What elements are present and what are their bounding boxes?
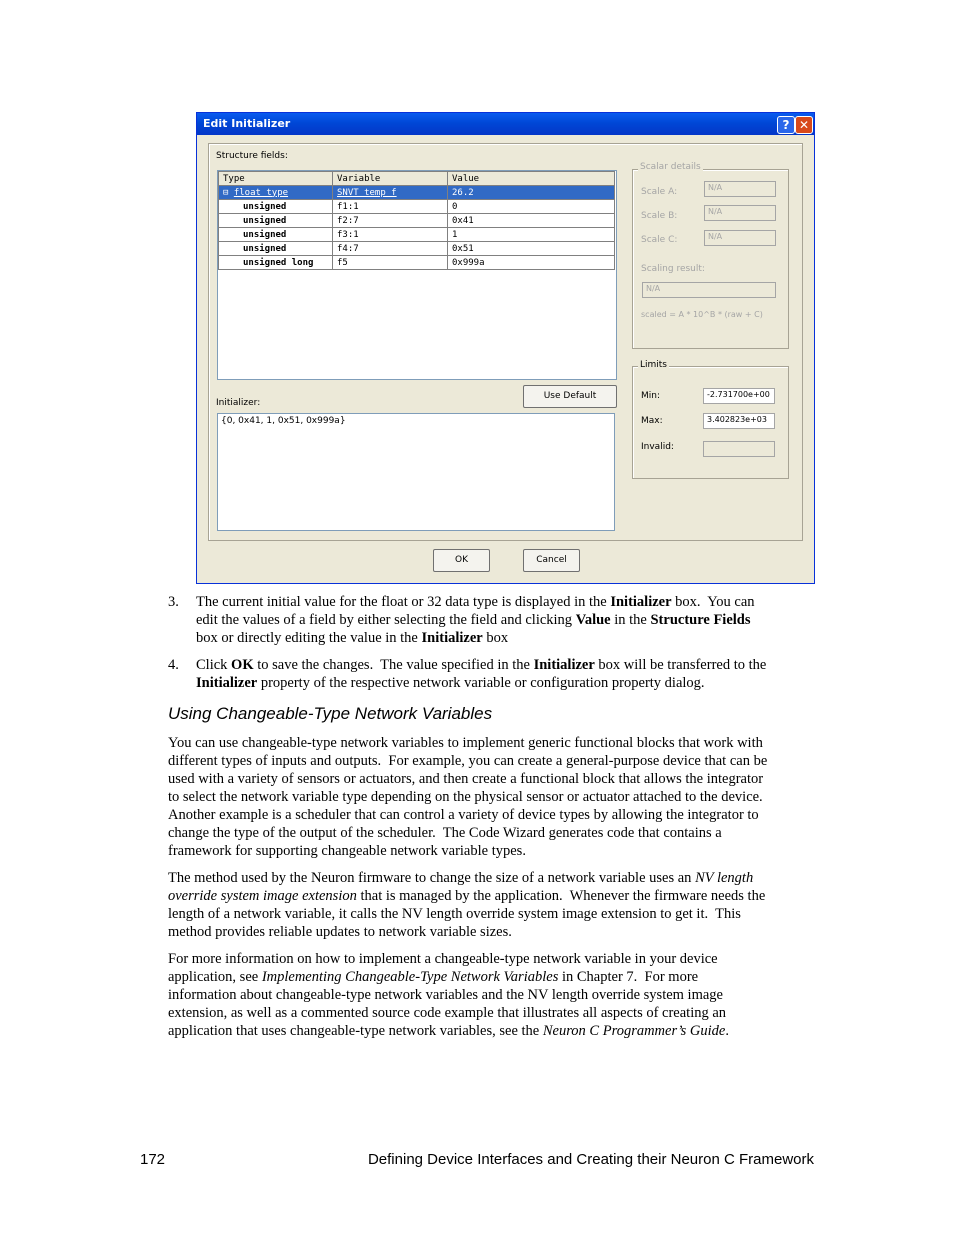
initializer-label: Initializer: (216, 398, 261, 408)
bold-term: Structure Fields (650, 612, 751, 628)
min-label: Min: (641, 391, 661, 401)
field-type: unsigned (219, 200, 333, 214)
text-line: override system image extension that is managed by the application. Whenever the firmware needs the (168, 888, 766, 904)
bold-term: Value (575, 612, 611, 628)
min-field[interactable]: -2.731700e+00 (703, 388, 775, 404)
text-line: Click OK to save the changes. The value specified in the Initializer box will be transferred to the (196, 657, 767, 673)
scaling-result-field: N/A (642, 282, 776, 298)
cancel-button[interactable]: Cancel (523, 549, 580, 572)
footer-title: Defining Device Interfaces and Creating their Neuron C Framework (367, 1151, 814, 1168)
text-line: edit the values of a field by either selecting the field and clicking Value in the Structure Fields (196, 612, 751, 628)
ok-button[interactable]: OK (433, 549, 490, 572)
use-default-button[interactable]: Use Default (523, 385, 617, 408)
step-text (196, 593, 816, 647)
column-header-variable[interactable]: Variable (333, 172, 448, 186)
structure-fields-label: Structure fields: (216, 151, 288, 161)
table-row[interactable] (219, 242, 615, 256)
text-line: The method used by the Neuron firmware to change the size of a network variable uses an NV length (168, 870, 754, 886)
scale-c-label: Scale C: (641, 235, 678, 245)
text-line: used with a variety of sensors or actuators, and then create a functional block that allows the integrator (168, 771, 764, 787)
table-row-float-type[interactable] (219, 186, 615, 200)
italic-term: Neuron C Programmer’s Guide (542, 1023, 726, 1039)
italic-term: NV length (695, 870, 754, 886)
dialog-titlebar (197, 113, 814, 135)
text-line: application, see Implementing Changeable-Type Network Variables in Chapter 7. For more (168, 969, 699, 985)
bold-term: Initializer (533, 657, 595, 673)
bold-term: Initializer (610, 594, 672, 610)
scale-a-label: Scale A: (641, 187, 678, 197)
text-line: box or directly editing the value in the Initializer box (196, 630, 509, 646)
text-line: application that uses changeable-type network variables, see the Neuron C Programmer’s Guide. (168, 1023, 729, 1039)
paragraph (168, 734, 818, 860)
field-value[interactable]: 26.2 (448, 186, 615, 200)
column-header-value[interactable]: Value (448, 172, 615, 186)
table-row[interactable] (219, 228, 615, 242)
italic-term: override system image extension (168, 888, 357, 904)
scalar-details-label: Scalar details (640, 162, 701, 172)
field-variable: f4:7 (333, 242, 448, 256)
field-variable: SNVT_temp_f (333, 186, 448, 200)
section-heading: Using Changeable-Type Network Variables (168, 704, 493, 723)
bold-term: OK (231, 657, 254, 673)
text-line: different types of inputs and outputs. For example, you can create a general-purpose device that can be (168, 753, 768, 769)
text-line: length of a network variable, it calls the NV length override system image extension to get it. This (168, 906, 741, 922)
text-line: You can use changeable-type network variables to implement generic functional blocks that work with (168, 735, 763, 751)
field-value[interactable]: 0x51 (448, 242, 615, 256)
scaling-result-label: Scaling result: (641, 264, 705, 274)
field-value[interactable]: 0x41 (448, 214, 615, 228)
field-type: unsigned (219, 214, 333, 228)
text-line: method provides reliable updates to network variable sizes. (168, 924, 512, 940)
structure-fields-grid (217, 170, 617, 380)
invalid-field[interactable] (703, 441, 775, 457)
max-label: Max: (641, 416, 663, 426)
step-number: 4. (168, 657, 179, 673)
paragraph (168, 869, 818, 941)
field-value[interactable]: 0x999a (448, 256, 615, 270)
field-type: unsigned (219, 228, 333, 242)
step-number: 3. (168, 594, 179, 610)
scale-a-field: N/A (704, 181, 776, 197)
step-text (196, 656, 816, 692)
invalid-label: Invalid: (641, 442, 674, 452)
bold-term: Initializer (421, 630, 483, 646)
page-number: 172 (140, 1151, 166, 1168)
scaling-formula: scaled = A * 10^B * (raw + C) (641, 310, 763, 319)
paragraph (168, 950, 818, 1040)
edit-initializer-dialog (196, 112, 815, 584)
field-type: unsigned long (219, 256, 333, 270)
italic-term: Implementing Changeable-Type Network Variables (261, 969, 559, 985)
field-type: unsigned (219, 242, 333, 256)
field-value[interactable]: 0 (448, 200, 615, 214)
text-line: framework for supporting changeable network variable types. (168, 843, 526, 859)
text-line: extension, as well as a commented source code example that illustrates all aspects of creating an (168, 1005, 727, 1021)
collapse-icon[interactable]: ⊟ (223, 187, 229, 198)
text-line: change the type of the output of the scheduler. The Code Wizard generates code that contains a (168, 825, 722, 841)
table-row[interactable] (219, 200, 615, 214)
text-line: to select the network variable type depending on the physical sensor or actuator attached to the device. (168, 789, 763, 805)
field-variable: f1:1 (333, 200, 448, 214)
text-line: For more information on how to implement a changeable-type network variable in your device (168, 951, 718, 967)
field-type: float_type (233, 187, 289, 198)
dialog-title: Edit Initializer (203, 117, 291, 130)
table-row[interactable] (219, 256, 615, 270)
column-header-type[interactable]: Type (219, 172, 333, 186)
scale-b-field: N/A (704, 205, 776, 221)
bold-term: Initializer (196, 675, 258, 691)
close-icon[interactable]: ✕ (795, 116, 813, 134)
scale-c-field: N/A (704, 230, 776, 246)
max-field[interactable]: 3.402823e+03 (703, 413, 775, 429)
text-line: Initializer property of the respective network variable or configuration property dialog. (196, 675, 705, 691)
initializer-textbox[interactable]: {0, 0x41, 1, 0x51, 0x999a} (217, 413, 615, 531)
help-icon[interactable]: ? (777, 116, 795, 134)
text-line: Another example is a scheduler that can control a variety of device types by allowing the integrator to (168, 807, 759, 823)
text-line: information about changeable-type network variables and the NV length override system image (168, 987, 723, 1003)
scale-b-label: Scale B: (641, 211, 678, 221)
field-variable: f3:1 (333, 228, 448, 242)
field-variable: f5 (333, 256, 448, 270)
table-row[interactable] (219, 214, 615, 228)
field-variable: f2:7 (333, 214, 448, 228)
field-value[interactable]: 1 (448, 228, 615, 242)
limits-label: Limits (640, 360, 667, 370)
text-line: The current initial value for the float or 32 data type is displayed in the Initializer box. You can (196, 594, 755, 610)
